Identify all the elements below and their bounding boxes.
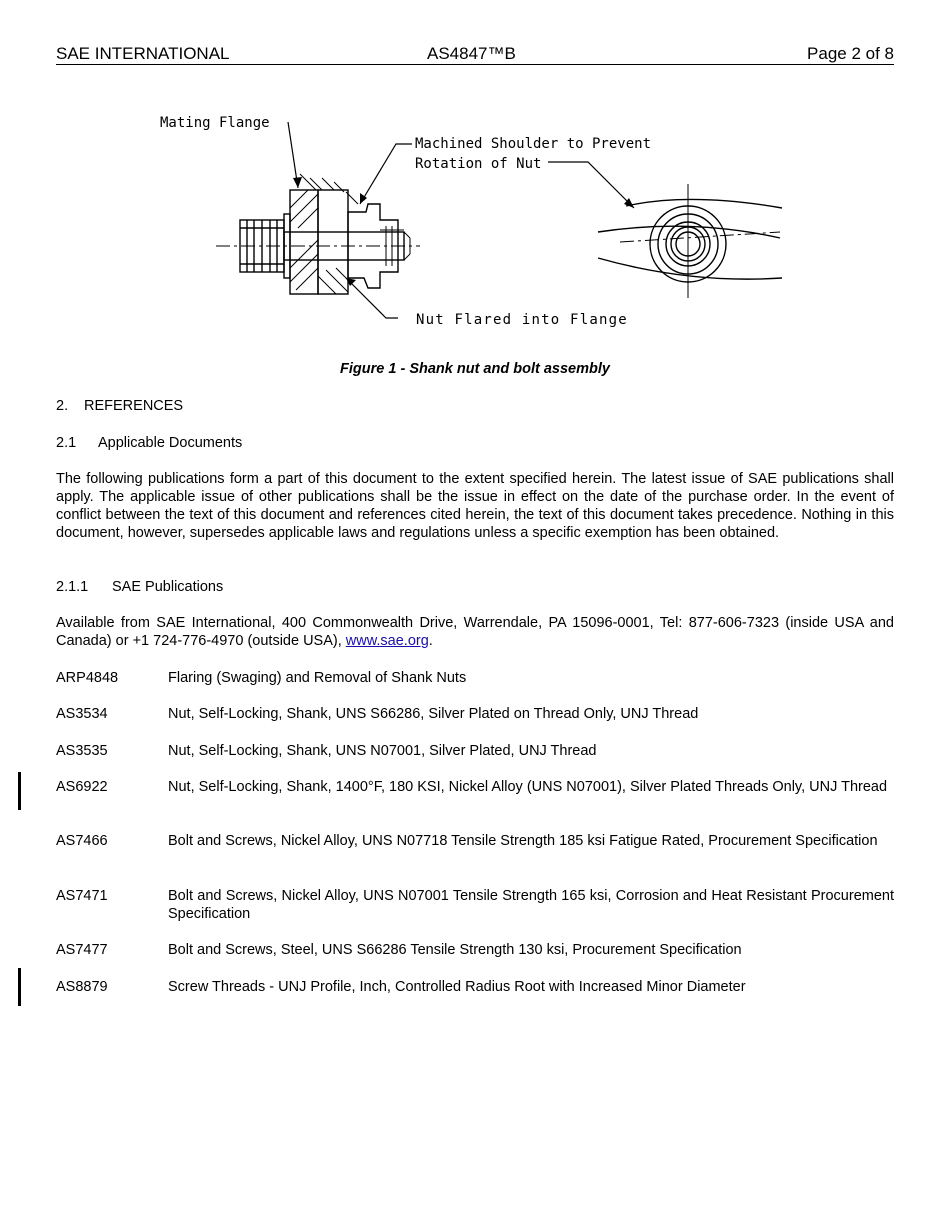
subsection-number: 2.1: [56, 435, 77, 451]
subsubsection-title: SAE Publications: [112, 579, 224, 595]
revision-change-bar: [18, 968, 21, 1006]
label-nut-flared: Nut Flared into Flange: [416, 312, 628, 328]
sae-website-link[interactable]: www.sae.org: [345, 633, 429, 649]
reference-title: Nut, Self-Locking, Shank, UNS N07001, Silver Plated, UNJ Thread: [168, 743, 597, 759]
figure-shank-nut-assembly: [150, 108, 810, 336]
reference-code: AS3535: [56, 743, 108, 759]
reference-title: Screw Threads - UNJ Profile, Inch, Controlled Radius Root with Increased Minor Diameter: [168, 979, 746, 995]
reference-code: AS7477: [56, 942, 108, 958]
availability-text: Available from SAE International, 400 Commonwealth Drive, Warrendale, PA 15096-0001, Tel: 877-606-7323 (inside USA and Canada) or +1 724-776-4970 (outside USA),: [56, 615, 894, 649]
intro-paragraph: The following publications form a part of this document to the extent specified herein. The latest issue of SAE publications shall apply. The applicable issue of other publications shall be the issue in effect on the date of the purchase order. In the event of conflict between the text of this document and references cited herein, the text of this document takes precedence. Nothing in this document, however, supersedes applicable laws and regulations unless a specific exemption has been obtained.: [56, 471, 894, 541]
header-document-number: AS4847™B: [427, 44, 516, 63]
label-mating-flange: Mating Flange: [160, 115, 270, 131]
assembly-drawing: [150, 108, 810, 336]
section-title: REFERENCES: [84, 398, 184, 414]
availability-end: .: [428, 633, 433, 649]
label-machined-shoulder-line2: Rotation of Nut: [415, 156, 542, 172]
reference-title: Bolt and Screws, Steel, UNS S66286 Tensile Strength 130 ksi, Procurement Specification: [168, 942, 742, 958]
reference-title: Nut, Self-Locking, Shank, 1400°F, 180 KSI, Nickel Alloy (UNS N07001), Silver Plated Threads Only, UNJ Thread: [168, 779, 888, 795]
reference-code: AS8879: [56, 979, 108, 995]
availability-paragraph: [56, 614, 894, 650]
subsection-title: Applicable Documents: [98, 435, 243, 451]
header-page-number: Page 2 of 8: [807, 44, 894, 63]
reference-title: Nut, Self-Locking, Shank, UNS S66286, Silver Plated on Thread Only, UNJ Thread: [168, 706, 699, 722]
reference-code: ARP4848: [56, 670, 119, 686]
subsubsection-number: 2.1.1: [56, 579, 89, 595]
reference-code: AS7466: [56, 833, 108, 849]
reference-title: Bolt and Screws, Nickel Alloy, UNS N07718 Tensile Strength 185 ksi Fatigue Rated, Procurement Specification: [168, 833, 878, 849]
header-organization: SAE INTERNATIONAL: [56, 44, 230, 63]
reference-title: Flaring (Swaging) and Removal of Shank Nuts: [168, 670, 467, 686]
revision-change-bar: [18, 772, 21, 810]
section-number: 2.: [56, 398, 69, 414]
page-header: [56, 44, 894, 65]
label-machined-shoulder-line1: Machined Shoulder to Prevent: [415, 136, 652, 152]
reference-title: Bolt and Screws, Nickel Alloy, UNS N07001 Tensile Strength 165 ksi, Corrosion and Heat Resistant Procurement Specification: [168, 888, 894, 922]
reference-code: AS7471: [56, 888, 108, 904]
reference-code: AS3534: [56, 706, 108, 722]
figure-caption: Figure 1 - Shank nut and bolt assembly: [340, 361, 610, 377]
reference-code: AS6922: [56, 779, 108, 795]
